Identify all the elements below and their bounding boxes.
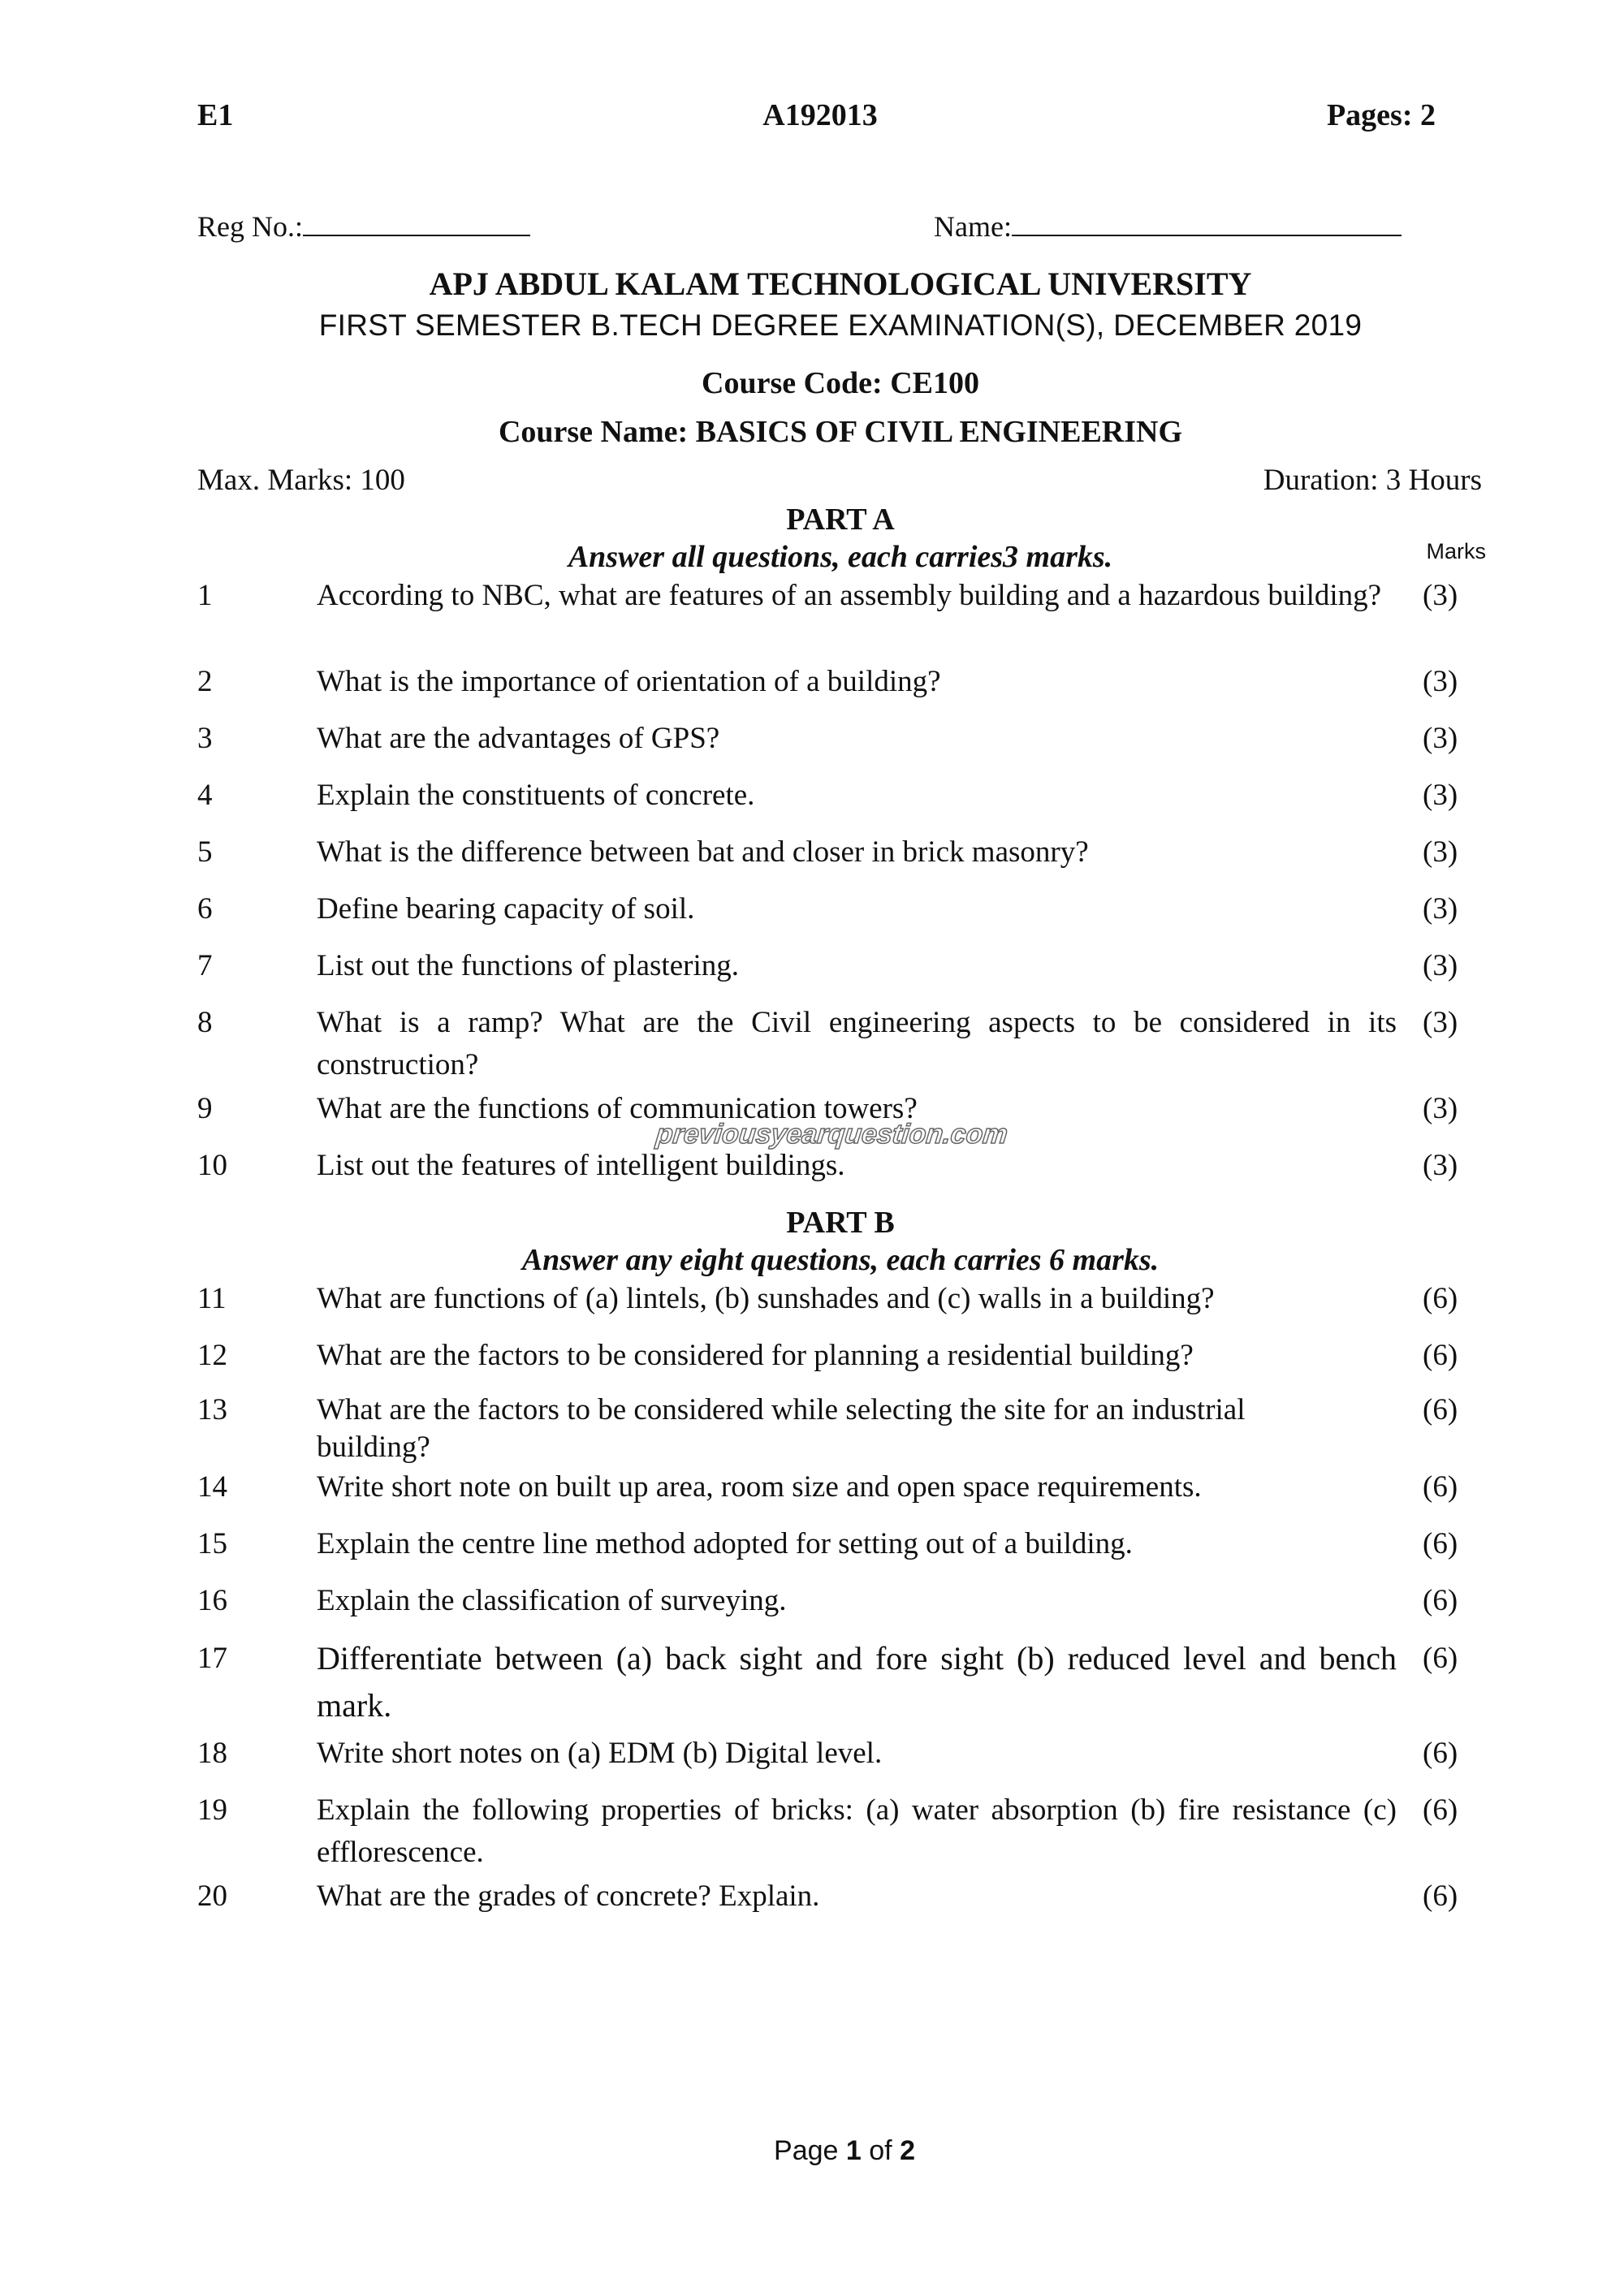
watermark-logo: previousyearquestion.com [654,1119,1009,1150]
question-number: 13 [197,1393,227,1426]
reg-no-blank [303,210,530,236]
question-marks: (3) [1423,1092,1458,1125]
question-text: What are the factors to be considered for planning a residential building? [317,1339,1194,1372]
part-b-instruction: Answer any eight questions, each carries 6 marks. [521,1243,1160,1277]
question-number: 4 [197,779,213,812]
question-text: What is a ramp? What are the Civil engineering aspects to be considered in its construction? [317,1006,1397,1081]
page-footer [0,2135,1624,2167]
name-label: Name: [934,210,1012,243]
exam-title: FIRST SEMESTER B.TECH DEGREE EXAMINATION(S), DECEMBER 2019 [318,309,1363,342]
question-marks: (6) [1423,1282,1458,1315]
question-marks: (3) [1423,722,1458,755]
part-b-title: PART B [786,1206,895,1240]
question-marks: (6) [1423,1393,1458,1426]
duration: Duration: 3 Hours [1263,464,1482,497]
question-text: What are the functions of communication towers? [317,1092,918,1125]
question-number: 20 [197,1880,227,1913]
question-marks: (6) [1423,1737,1458,1770]
question-number: 15 [197,1527,227,1560]
question-text: What is the importance of orientation of a building? [317,665,941,698]
question-marks: (3) [1423,1006,1458,1039]
name-field [934,209,1402,244]
part-a-title: PART A [786,503,895,537]
question-marks: (6) [1423,1642,1458,1675]
question-number: 5 [197,835,213,869]
question-text: Differentiate between (a) back sight and fore sight (b) reduced level and bench mark. [317,1640,1397,1724]
question-marks: (6) [1423,1527,1458,1560]
footer-of-word: of [869,2135,892,2166]
question-number: 10 [197,1149,227,1182]
part-a-instruction: Answer all questions, each carries3 marks. [568,540,1113,574]
question-text: What are the advantages of GPS? [317,722,720,755]
question-marks: (3) [1423,665,1458,698]
question-number: 6 [197,892,213,926]
question-marks: (3) [1423,779,1458,812]
question-text: What are the grades of concrete? Explain. [317,1880,820,1913]
question-text: Explain the centre line method adopted for setting out of a building. [317,1527,1133,1560]
question-text: Define bearing capacity of soil. [317,892,695,926]
question-text: What is the difference between bat and closer in brick masonry? [317,835,1089,869]
question-number: 9 [197,1092,213,1125]
name-blank [1012,210,1402,236]
question-number: 18 [197,1737,227,1770]
question-text: List out the features of intelligent buildings. [317,1149,845,1182]
question-marks: (3) [1423,949,1458,982]
question-number: 1 [197,579,213,612]
question-marks: (6) [1423,1584,1458,1617]
question-number: 17 [197,1642,227,1675]
question-marks: (3) [1423,892,1458,926]
footer-page-number: 1 [845,2135,862,2166]
question-number: 7 [197,949,213,982]
question-marks: (6) [1423,1793,1458,1827]
question-number: 19 [197,1793,227,1827]
question-number: 16 [197,1584,227,1617]
question-marks: (6) [1423,1470,1458,1504]
question-marks: (3) [1423,835,1458,869]
header-set-code: E1 [197,98,234,132]
reg-no-field [197,209,530,244]
question-text: What are functions of (a) lintels, (b) sunshades and (c) walls in a building? [317,1282,1215,1315]
marks-column-header: Marks [1426,539,1486,563]
question-text: Write short notes on (a) EDM (b) Digital level. [317,1737,883,1770]
question-marks: (6) [1423,1339,1458,1372]
question-number: 3 [197,722,213,755]
course-code: Course Code: CE100 [702,366,979,400]
header-paper-code: A192013 [762,98,878,132]
question-marks: (6) [1423,1880,1458,1913]
question-number: 8 [197,1006,213,1039]
course-name: Course Name: BASICS OF CIVIL ENGINEERING [498,415,1183,449]
question-text: According to NBC, what are features of an assembly building and a hazardous building? [317,579,1382,612]
question-number: 12 [197,1339,227,1372]
reg-no-label: Reg No.: [197,210,303,243]
question-number: 2 [197,665,213,698]
max-marks: Max. Marks: 100 [197,464,405,497]
header-pages: Pages: 2 [1326,98,1436,132]
question-text: Explain the following properties of bricks: (a) water absorption (b) fire resistance (c) efflorescence. [317,1793,1397,1869]
question-text: Explain the classification of surveying. [317,1584,787,1617]
footer-total-pages: 2 [900,2135,915,2166]
footer-page-word: Page [774,2135,839,2166]
question-text: Explain the constituents of concrete. [317,779,755,812]
question-text: Write short note on built up area, room size and open space requirements. [317,1470,1202,1504]
question-number: 14 [197,1470,227,1504]
question-marks: (3) [1423,1149,1458,1182]
question-number: 11 [197,1282,227,1315]
university-name: APJ ABDUL KALAM TECHNOLOGICAL UNIVERSITY [429,265,1252,302]
question-text: What are the factors to be considered while selecting the site for an industrial building? [317,1393,1246,1464]
question-text: List out the functions of plastering. [317,949,739,982]
question-marks: (3) [1423,579,1458,612]
